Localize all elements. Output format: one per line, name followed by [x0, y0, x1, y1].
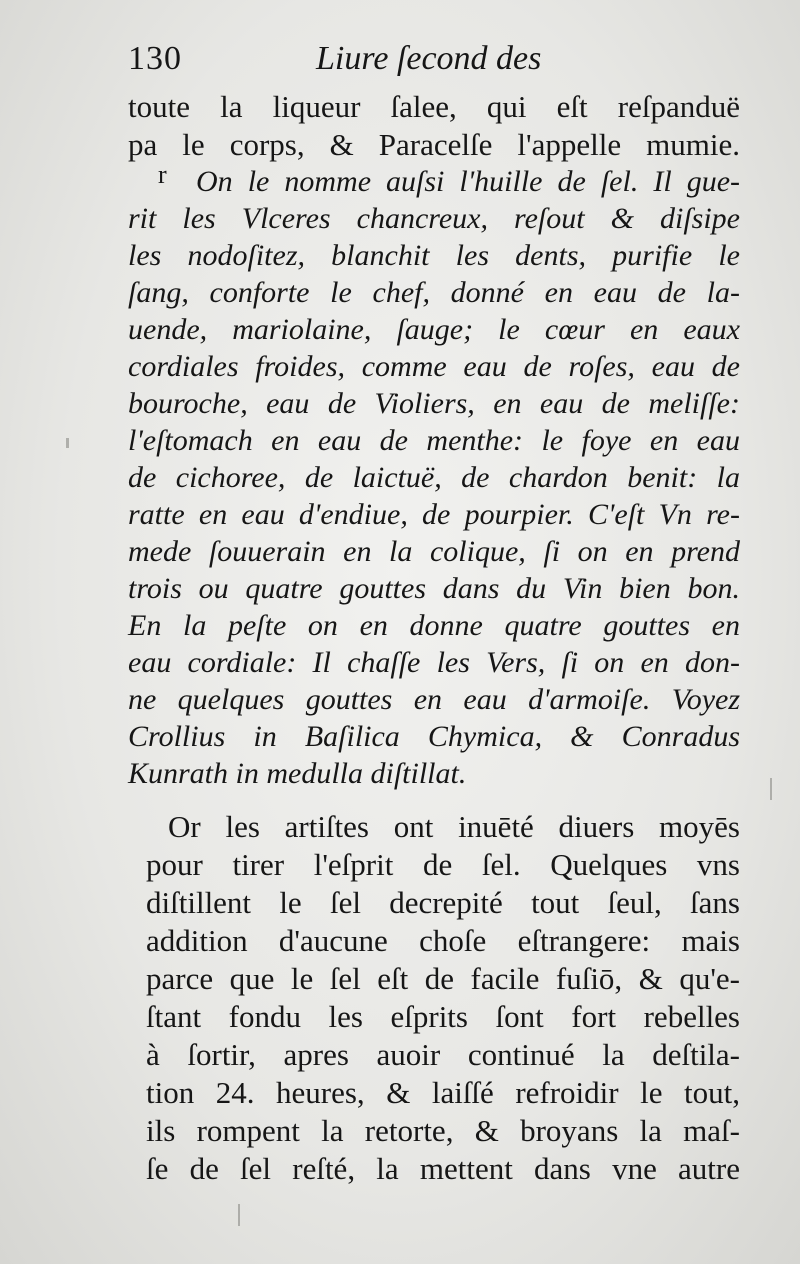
text-line: diſtillent le ſel decrepité tout ſeul, ſans [146, 885, 740, 920]
text-line: rit les Vlceres chancreux, reſout & diſsipe [128, 202, 740, 235]
text-line: En la peſte on en donne quatre gouttes en [128, 609, 740, 642]
text-line: pa le corps, & Paracelſe l'appelle mumie. [128, 127, 740, 162]
page-header [128, 40, 768, 90]
running-title: Liure ſecond des [316, 40, 542, 77]
text-line: pour tirer l'eſprit de ſel. Quelques vns [146, 847, 740, 882]
text-line: ne quelques gouttes en eau d'armoiſe. Voyez [128, 683, 740, 716]
text-line: uende, mariolaine, ſauge; le cœur en eaux [128, 313, 740, 346]
text-line: tion 24. heures, & laiſſé refroidir le tout, [146, 1075, 740, 1110]
marginal-note-marker: r [158, 160, 167, 189]
text-line: cordiales froides, comme eau de roſes, eau de [128, 350, 740, 383]
text-line: On le nomme auſsi l'huille de ſel. Il gue- [196, 165, 740, 198]
text-line: les nodoſitez, blanchit les dents, purifie le [128, 239, 740, 272]
text-line: parce que le ſel eſt de facile fuſiō, & qu'e- [146, 961, 740, 996]
text-line: ſang, conforte le chef, donné en eau de la- [128, 276, 740, 309]
text-line: addition d'aucune choſe eſtrangere: mais [146, 923, 740, 958]
text-line: Kunrath in medulla diſtillat. [128, 757, 467, 790]
text-line: bouroche, eau de Violiers, en eau de meliſſe: [128, 387, 740, 420]
text-line: ſe de ſel reſté, la mettent dans vne autre [146, 1151, 740, 1186]
margin-mark [66, 438, 69, 448]
text-line: de cichoree, de laictuë, de chardon benit: la [128, 461, 740, 494]
margin-mark [238, 1204, 240, 1226]
text-line: toute la liqueur ſalee, qui eſt reſpanduë [128, 89, 740, 124]
text-line: Crollius in Baſilica Chymica, & Conradus [128, 720, 740, 753]
text-line: ſtant fondu les eſprits ſont fort rebelles [146, 999, 740, 1034]
page-number: 130 [128, 40, 182, 77]
text-line: Or les artiſtes ont inuēté diuers moyēs [168, 809, 740, 844]
margin-mark [770, 778, 772, 800]
text-line: trois ou quatre gouttes dans du Vin bien bon. [128, 572, 740, 605]
text-line: à ſortir, apres auoir continué la deſtila- [146, 1037, 740, 1072]
text-line: l'eſtomach en eau de menthe: le foye en eau [128, 424, 740, 457]
text-line: mede ſouuerain en la colique, ſi on en prend [128, 535, 740, 568]
text-line: eau cordiale: Il chaſſe les Vers, ſi on en don- [128, 646, 740, 679]
text-line: ratte en eau d'endiue, de pourpier. C'eſt Vn re- [128, 498, 740, 531]
text-line: ils rompent la retorte, & broyans la maſ- [146, 1113, 740, 1148]
